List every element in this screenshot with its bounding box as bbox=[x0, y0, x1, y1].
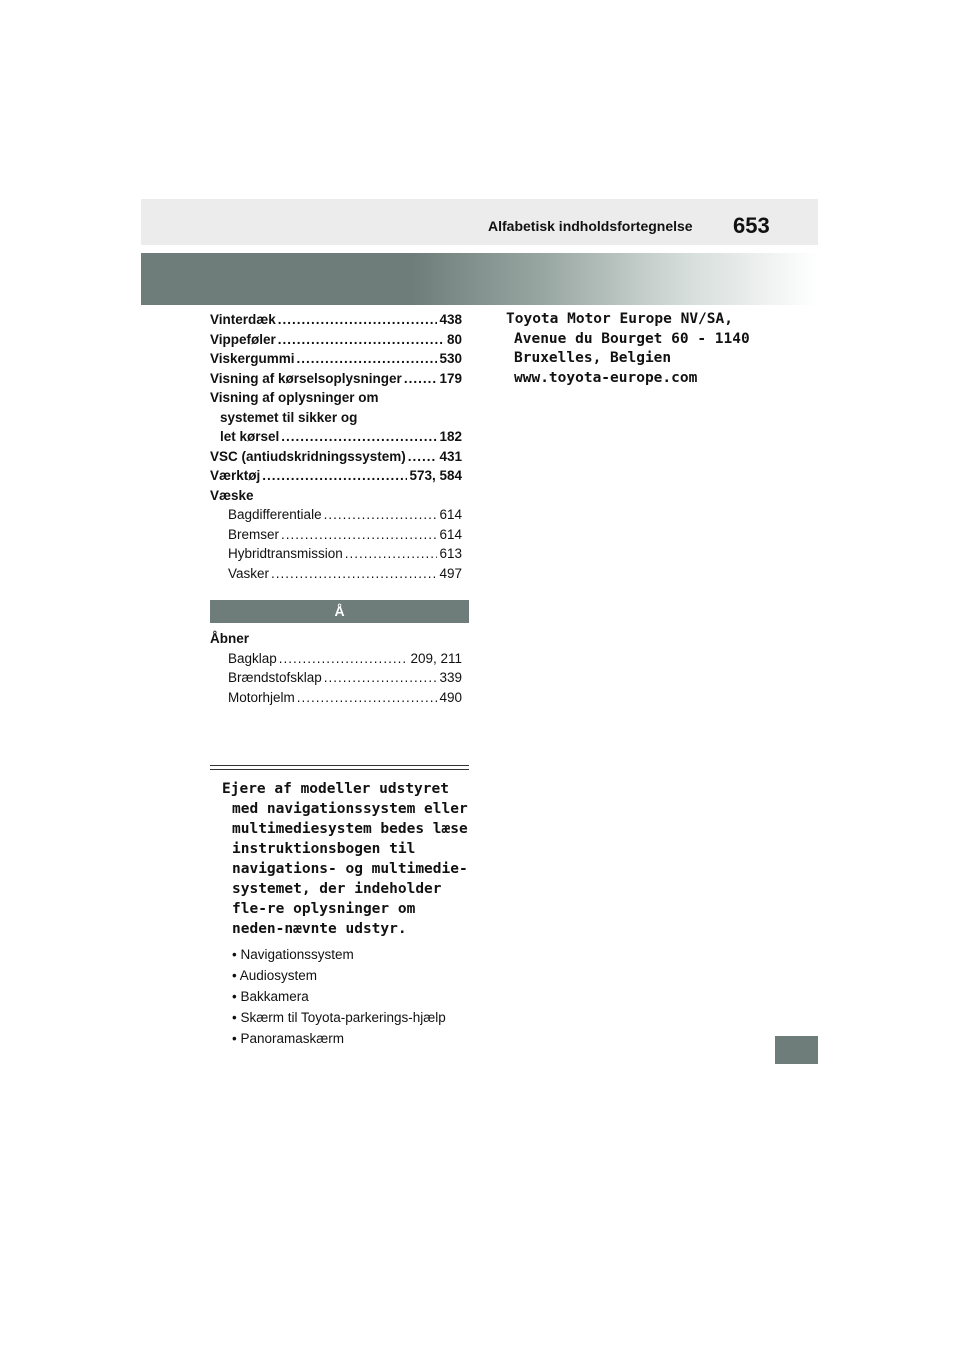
index-entry-page: 573, 584 bbox=[409, 468, 462, 483]
index-entry-label: Bagdifferentiale bbox=[228, 507, 322, 522]
index-entry-label: Vippeføler bbox=[210, 331, 276, 347]
index-entry-page: 209, 211 bbox=[410, 650, 462, 666]
section-gradient-bar bbox=[141, 253, 818, 305]
index-entry bbox=[210, 447, 462, 467]
navigation-note bbox=[222, 779, 472, 1050]
note-list bbox=[222, 945, 472, 1049]
address-line: Avenue du Bourget 60 - 1140 bbox=[514, 330, 750, 347]
address-line: Toyota Motor Europe NV/SA, bbox=[506, 311, 733, 327]
index-entry bbox=[210, 330, 462, 350]
index-entry-label: Bagklap bbox=[228, 650, 277, 666]
index-subentry bbox=[210, 649, 462, 669]
list-item: • Audiosystem bbox=[232, 968, 318, 983]
index-entry bbox=[210, 349, 462, 369]
index-entry-label: Bremser bbox=[228, 526, 280, 542]
index-entry-page: 431 bbox=[439, 448, 462, 464]
index-entry-label: Værktøj bbox=[210, 468, 261, 483]
index-entry-page: 339 bbox=[439, 670, 462, 685]
index-entry-page: 80 bbox=[446, 331, 462, 347]
index-entry-page: 179 bbox=[439, 370, 462, 386]
divider bbox=[210, 769, 469, 770]
address-line: Bruxelles, Belgien bbox=[514, 350, 672, 366]
index-entry-page: 497 bbox=[439, 565, 462, 581]
index-entry-label: Vinterdæk bbox=[210, 312, 276, 327]
publisher-address bbox=[506, 310, 786, 388]
index-entry-label: VSC (antiudskridningssystem) bbox=[210, 448, 406, 464]
index-subentry bbox=[210, 668, 462, 688]
index-entry-label: systemet til sikker og bbox=[220, 409, 358, 425]
index-entry-label: Viskergummi bbox=[210, 351, 295, 366]
index-subentry bbox=[210, 544, 462, 564]
index-entry-label: Vasker bbox=[228, 565, 270, 581]
index-entry bbox=[210, 310, 462, 330]
index-entry-page: 614 bbox=[439, 526, 462, 542]
index-subentry bbox=[210, 505, 462, 525]
page-number: 653 bbox=[733, 213, 770, 238]
index-column-aa bbox=[210, 629, 462, 707]
list-item: • Skærm til Toyota-parkerings-hjælp bbox=[232, 1010, 446, 1025]
thumb-index-tab bbox=[775, 1036, 818, 1064]
header-band bbox=[141, 199, 818, 245]
list-item: • Navigationssystem bbox=[232, 947, 354, 962]
list-item: • Bakkamera bbox=[232, 989, 309, 1004]
index-subentry bbox=[210, 564, 462, 584]
page-header-title: Alfabetisk indholdsfortegnelse bbox=[488, 218, 693, 234]
website-link: www.toyota-europe.com bbox=[514, 369, 698, 386]
index-entry-page: 613 bbox=[439, 546, 462, 561]
index-entry-label: Væske bbox=[210, 487, 254, 503]
index-entry bbox=[210, 427, 462, 447]
index-entry bbox=[210, 369, 462, 389]
index-entry-page: 438 bbox=[439, 312, 462, 327]
list-item: • Panoramaskærm bbox=[232, 1031, 345, 1046]
index-entry-label: Hybridtransmission bbox=[228, 546, 343, 561]
index-entry-label: Motorhjelm bbox=[228, 689, 295, 705]
index-subentry bbox=[210, 525, 462, 545]
index-entry-label: Visning af oplysninger om bbox=[210, 390, 379, 405]
index-entry-page: 530 bbox=[439, 351, 462, 366]
section-letter-bar: Å bbox=[210, 600, 469, 623]
index-entry-page: 614 bbox=[439, 507, 462, 522]
index-entry-label: Visning af kørselsoplysninger bbox=[210, 370, 402, 386]
index-entry-label: Brændstofsklap bbox=[228, 670, 322, 685]
index-entry-page: 182 bbox=[439, 429, 462, 444]
index-subentry bbox=[210, 688, 462, 708]
note-text: Ejere af modeller udstyret med navigationssystem eller multimediesystem bedes læse instruktionsbogen til navigations- og multimedie-systemet, der indeholder fle-re oplysninger om neden-nævnte udstyr. bbox=[222, 781, 468, 937]
index-column-v bbox=[210, 310, 462, 583]
index-entry bbox=[210, 466, 462, 486]
index-entry-label: Åbner bbox=[210, 631, 250, 646]
index-entry-label: let kørsel bbox=[220, 429, 280, 444]
divider bbox=[210, 765, 469, 766]
index-entry-page: 490 bbox=[439, 689, 462, 705]
